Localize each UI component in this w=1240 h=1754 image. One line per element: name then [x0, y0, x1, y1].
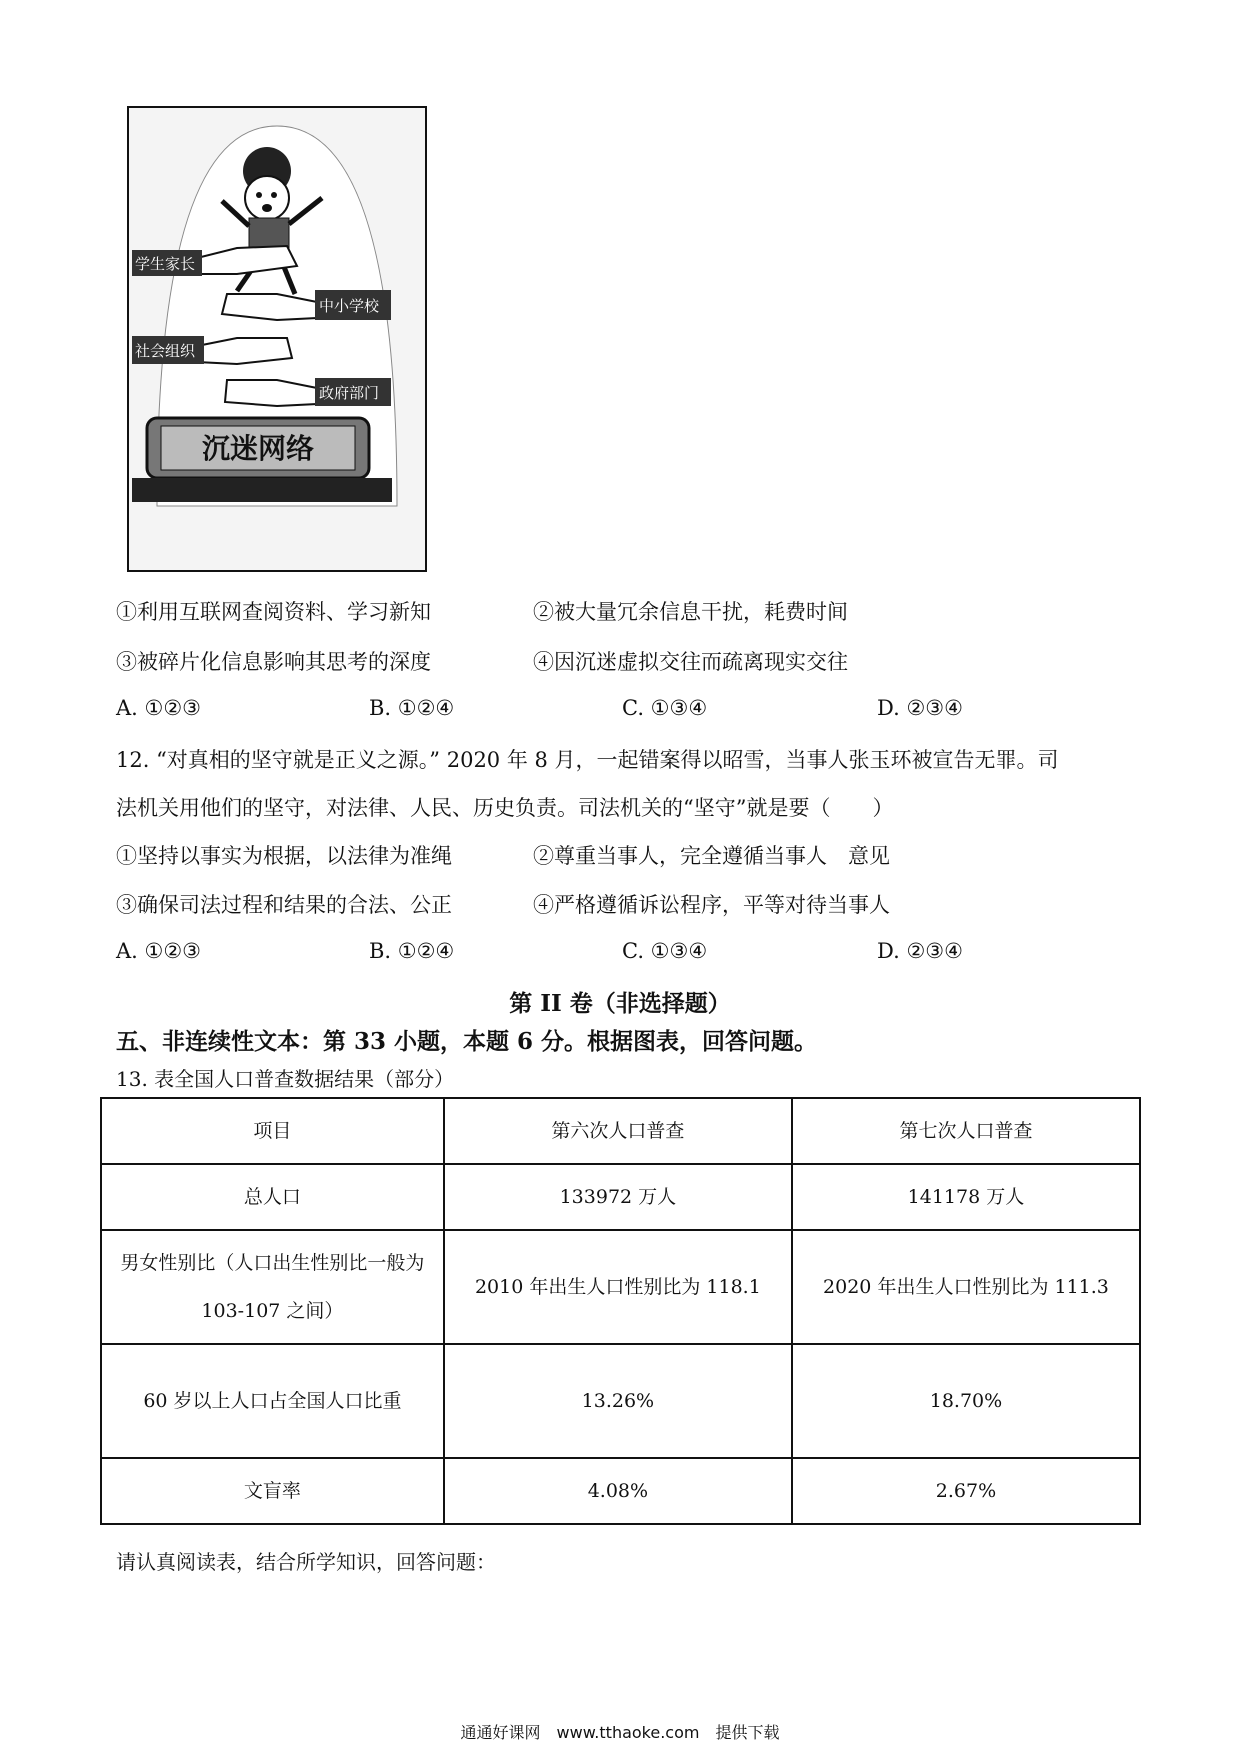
table-cell: 2010 年出生人口性别比为 118.1 [444, 1230, 792, 1344]
q12-option-a[interactable]: A. ①②③ [116, 939, 201, 963]
q12-statement-4: ④严格遵循诉讼程序，平等对待当事人 [533, 893, 890, 917]
phone-text: 沉迷网络 [201, 432, 315, 465]
q11-statement-2: ②被大量冗余信息干扰，耗费时间 [533, 600, 848, 624]
page-footer: 通通好课网 www.tthaoke.com 提供下载 [460, 1723, 780, 1742]
q11-statement-4: ④因沉迷虚拟交往而疏离现实交往 [533, 650, 848, 674]
table-cell: 总人口 [101, 1164, 444, 1230]
q13-caption: 13. 表全国人口普查数据结果（部分） [116, 1067, 455, 1091]
label-social-org: 社会组织 [135, 342, 196, 360]
table-row [101, 1164, 1140, 1230]
table-header-seventh: 第七次人口普查 [792, 1098, 1140, 1164]
q11-statement-1: ①利用互联网查阅资料、学习新知 [116, 600, 431, 624]
cartoon-illustration [127, 106, 427, 572]
table-cell: 133972 万人 [444, 1164, 792, 1230]
table-cell: 男女性别比（人口出生性别比一般为 103-107 之间） [101, 1230, 444, 1344]
q11-option-b[interactable]: B. ①②④ [369, 696, 455, 720]
q11-option-d[interactable]: D. ②③④ [877, 696, 963, 720]
table-cell: 2020 年出生人口性别比为 111.3 [792, 1230, 1140, 1344]
label-parents: 学生家长 [135, 255, 196, 273]
q12-option-b[interactable]: B. ①②④ [369, 939, 455, 963]
table-cell: 2.67% [792, 1458, 1140, 1524]
q12-statement-3: ③确保司法过程和结果的合法、公正 [116, 893, 452, 917]
table-cell: 141178 万人 [792, 1164, 1140, 1230]
table-cell: 18.70% [792, 1344, 1140, 1458]
table-cell: 60 岁以上人口占全国人口比重 [101, 1344, 444, 1458]
table-row [101, 1344, 1140, 1458]
label-schools: 中小学校 [319, 297, 380, 315]
table-header-sixth: 第六次人口普查 [444, 1098, 792, 1164]
q11-statement-3: ③被碎片化信息影响其思考的深度 [116, 650, 431, 674]
q12-statement-2: ②尊重当事人，完全遵循当事人 意见 [533, 844, 890, 868]
table-cell: 文盲率 [101, 1458, 444, 1524]
q12-stem-line-1: 12. “对真相的坚守就是正义之源。” 2020 年 8 月，一起错案得以昭雪，当事人张玉环被宣告无罪。司 [116, 748, 1059, 772]
q12-statement-1: ①坚持以事实为根据，以法律为准绳 [116, 844, 452, 868]
q12-option-c[interactable]: C. ①③④ [622, 939, 708, 963]
instruction-text: 请认真阅读表，结合所学知识，回答问题： [116, 1550, 496, 1574]
table-header-item: 项目 [101, 1098, 444, 1164]
q11-option-a[interactable]: A. ①②③ [116, 696, 201, 720]
table-row [101, 1458, 1140, 1524]
q12-option-d[interactable]: D. ②③④ [877, 939, 963, 963]
q12-stem-line-2: 法机关用他们的坚守，对法律、人民、历史负责。司法机关的“坚守”就是要（ ） [116, 796, 894, 820]
section-title: 第 II 卷（非选择题） [509, 990, 731, 1017]
label-government: 政府部门 [319, 384, 380, 402]
table-cell: 4.08% [444, 1458, 792, 1524]
census-table [100, 1097, 1141, 1525]
table-cell: 13.26% [444, 1344, 792, 1458]
table-row [101, 1230, 1140, 1344]
part5-title: 五、非连续性文本：第 33 小题，本题 6 分。根据图表，回答问题。 [116, 1028, 818, 1055]
q11-option-c[interactable]: C. ①③④ [622, 696, 708, 720]
